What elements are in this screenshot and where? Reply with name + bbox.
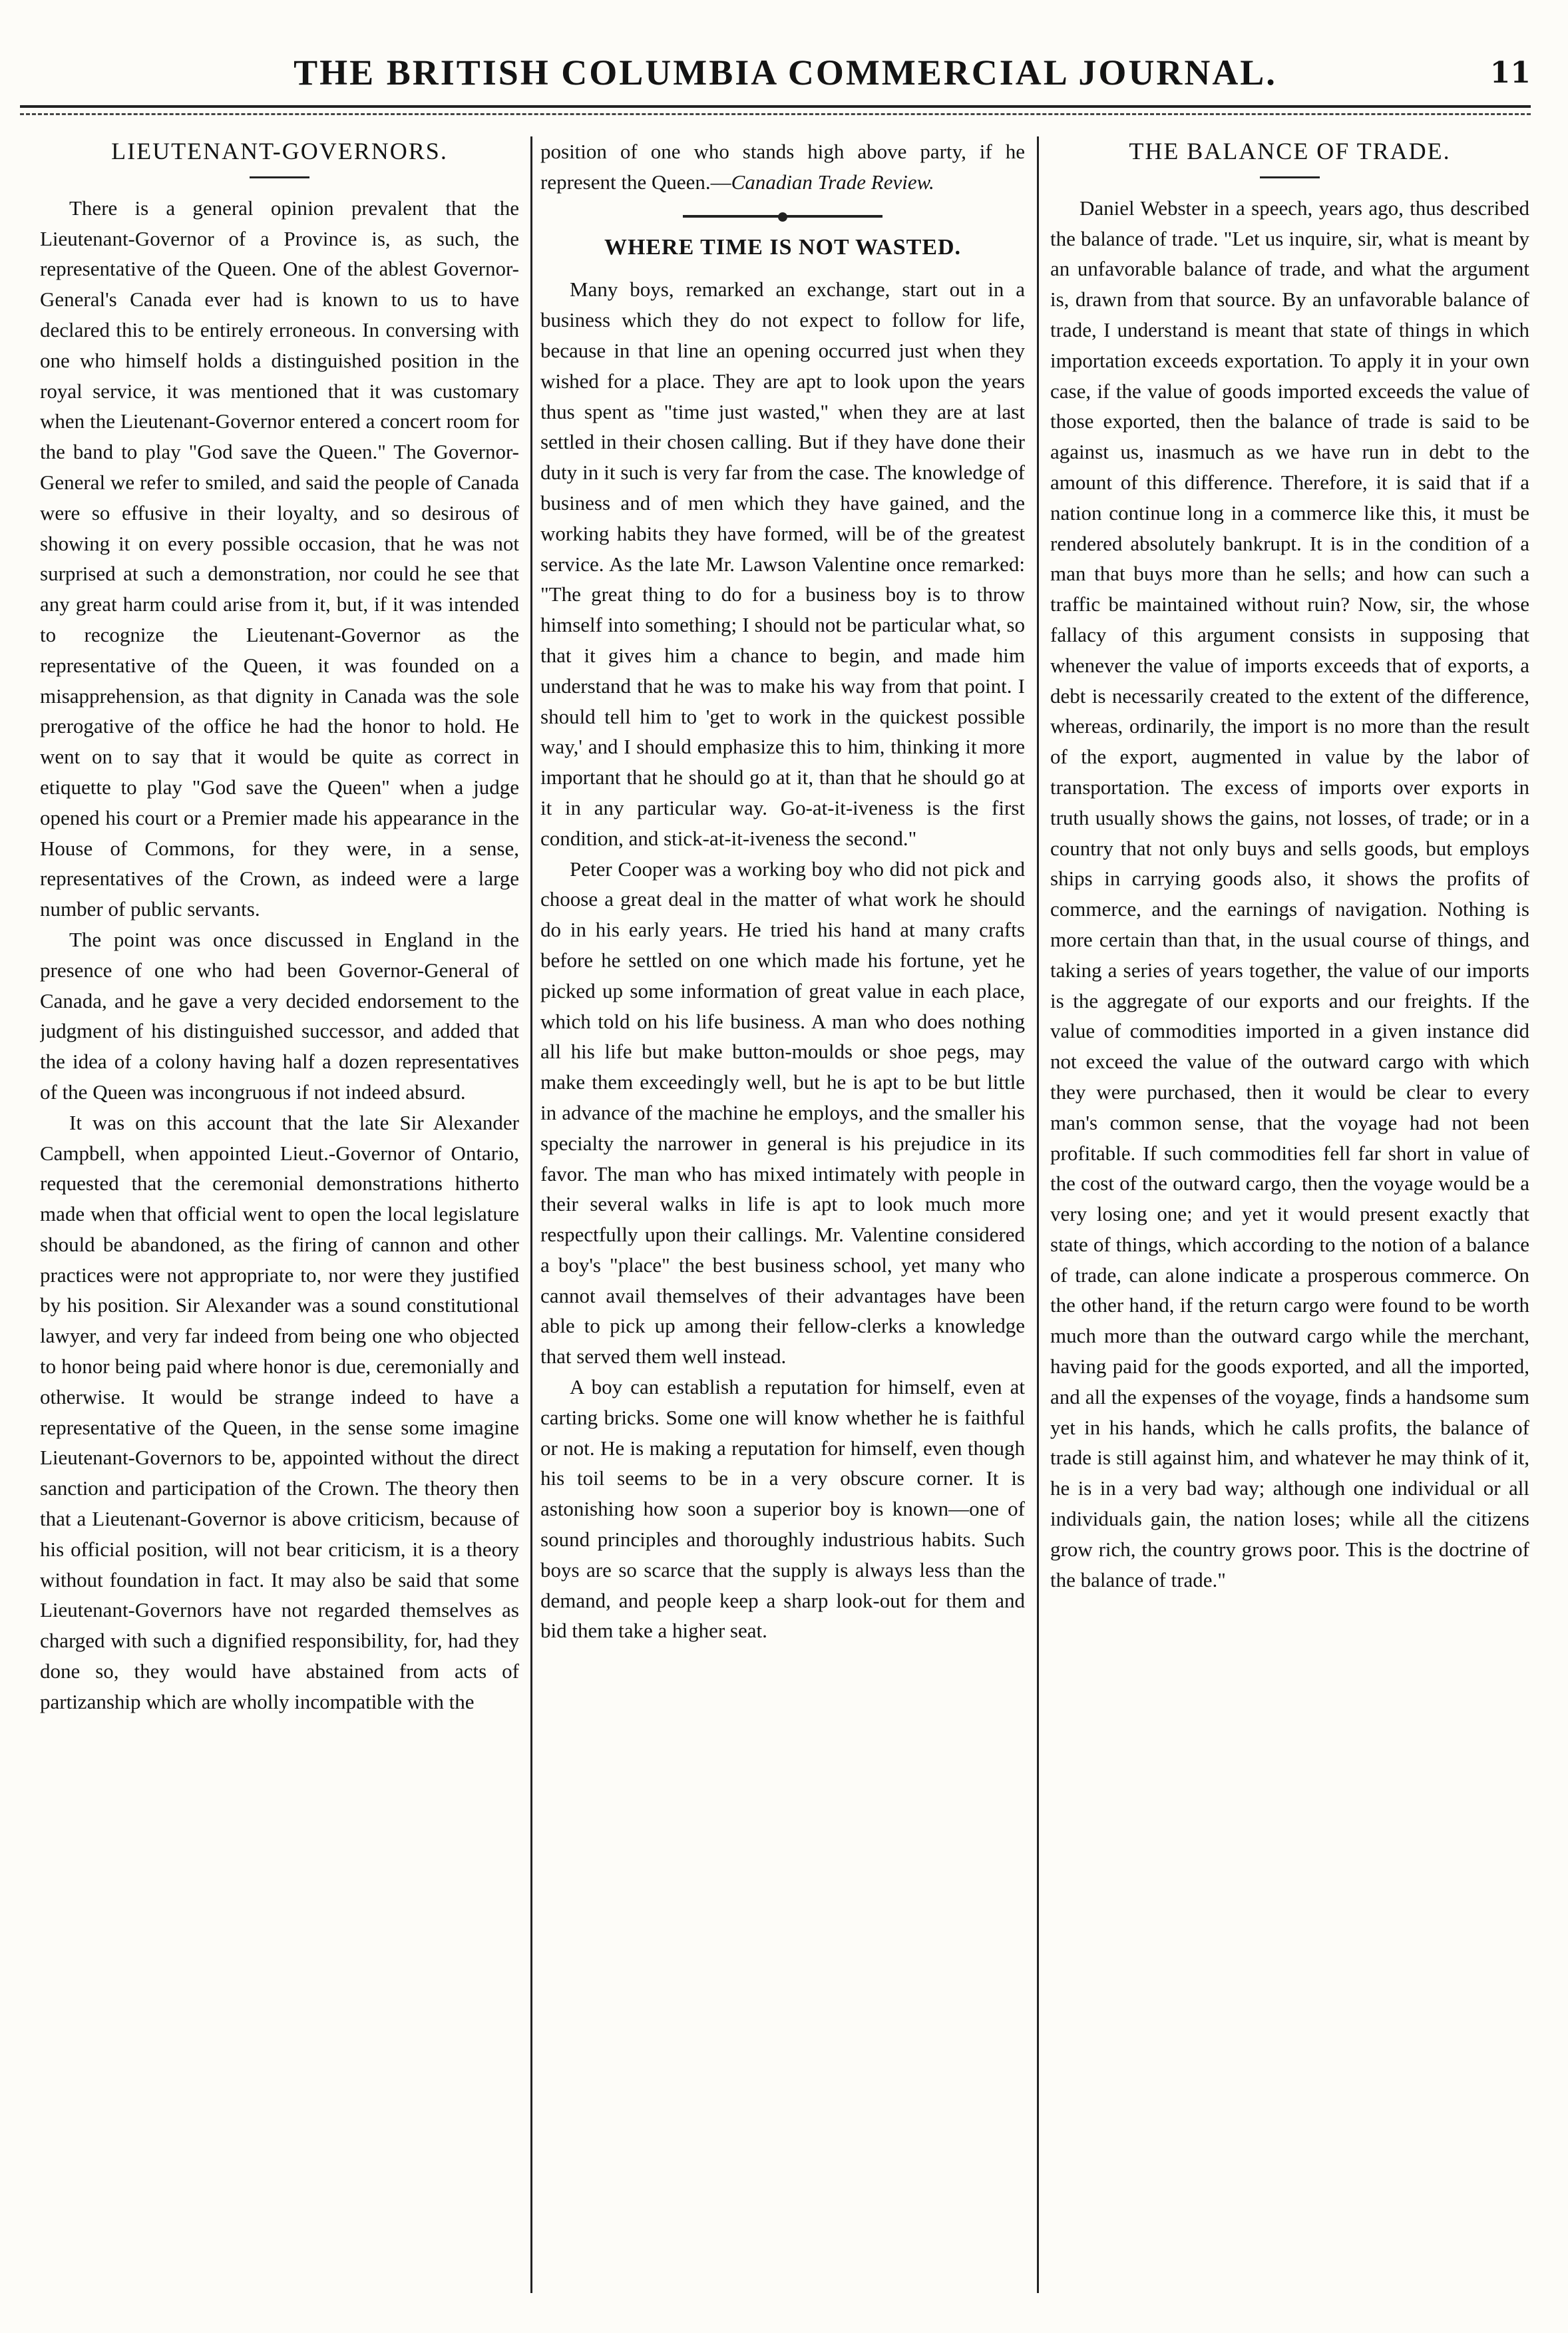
masthead-rule-dashed: [20, 113, 1531, 115]
article-continuation: [540, 136, 1025, 198]
article-paragraph: A boy can establish a reputation for himself, even at carting bricks. Some one will know whether he is faithful or not. He is making a reputation for himself, even though his toil seems to be in a very obscure corner. It is astonishing how soon a superior boy is known—one of sound principles and thoroughly industrious habits. Such boys are so scarce that the supply is always less than the demand, and people keep a sharp look-out for them and bid them take a higher seat.: [540, 1375, 1025, 1643]
article-paragraph: There is a general opinion prevalent that the Lieutenant-Governor of a Province is, as such, the representative of the Queen. One of the ablest Governor-General's Canada ever had is known to us to have declared this to be entirely erroneous. In conversing with one who himself holds a distinguished position in the royal service, it was mentioned that it was customary when the Lieutenant-Governor entered a concert room for the band to play "God save the Queen." The Governor-General we refer to smiled, and said the people of Canada were so effusive in their loyalty, and so desirous of showing it on every possible occasion, that he was not surprised at such a demonstration, nor could he see that any great harm could arise from it, but, if it was intended to recognize the Lieutenant-Governor as the representative of the Queen, it was founded on a misapprehension, as that dignity in Canada was the sole prerogative of the office he had the honor to hold. He went on to say that it would be quite as correct in etiquette to play "God save the Queen" when a judge opened his court or a Premier made his appearance in the House of Commons, for they were, in a sense, representatives of the Crown, as indeed were a large number of public servants.: [40, 196, 519, 921]
article-paragraph: Daniel Webster in a speech, years ago, thus described the balance of trade. "Let us inquire, sir, what is meant by an unfavorable balance of trade, and what the argument is, drawn from that source. By an unfavorable balance of trade, I understand is meant that state of things in which importation exceeds exportation. To apply it in your own case, if the value of goods imported exceeds the value of those exported, then the balance of trade is said to be against us, inasmuch as we have run in debt to the amount of this difference. Therefore, it is said that if a nation continue long in a commerce like this, it must be rendered absolutely bankrupt. It is in the condition of a man that buys more than he sells; and how can such a traffic be maintained without ruin? Now, sir, the whose fallacy of this argument consists in supposing that whenever the value of imports exceeds that of exports, a debt is necessarily created to the extent of the difference, whereas, ordinarily, the import is no more than the result of the export, augmented in value by the labor of transportation. The excess of imports over exports in truth usually shows the gains, not losses, of trade; or in a country that not only buys and sells goods, but employs ships in carrying goods also, it shows the profits of commerce, and the earnings of navigation. Nothing is more certain than that, in the usual course of things, and taking a series of years together, the value of our imports is the aggregate of our exports and our freights. If the value of commodities imported in a given instance did not exceed the value of the outward cargo with which they were purchased, then it would be clear to every man's common sense, that the voyage had not been profitable. If such commodities fell far short in value of the cost of the outward cargo, then the voyage would be a very losing one; and yet it would present exactly that state of things, which according to the notion of a balance of trade, can alone indicate a prosperous commerce. On the other hand, if the return cargo were found to be worth much more than the outward cargo while the merchant, having paid for the goods exported, and all the imported, and all the expenses of the voyage, finds a handsome sum yet in his hands, which he calls profits, the balance of trade is still against him, and whatever he may think of it, he is in a very bad way; although one individual or all individuals gain, the nation loses; while all the citizens grow rich, the country grows poor. This is the doctrine of the balance of trade.": [1050, 196, 1529, 1591]
article-paragraph: The point was once discussed in England in the presence of one who had been Governor-General of Canada, and he gave a very decided endorsement to the judgment of his distinguished successor, and added that the idea of a colony having half a dozen representatives of the Queen was incongruous if not indeed absurd.: [40, 927, 519, 1104]
heading-rule: [250, 176, 309, 178]
masthead: [40, 52, 1531, 112]
column-where-time-is-not-wasted: [540, 136, 1025, 2300]
column-divider: [530, 136, 532, 2293]
column-divider: [1037, 136, 1039, 2293]
article-divider: [683, 215, 882, 218]
continuation-text: position of one who stands high above party, if he represent the Queen.—: [540, 140, 1025, 194]
article-paragraph: It was on this account that the late Sir Alexander Campbell, when appointed Lieut.-Governor of Ontario, requested that the ceremonial demonstrations hitherto made when that official went to open the local legislature should be abandoned, as the firing of cannon and other practices were not appropriate to, nor were they justified by his position. Sir Alexander was a sound constitutional lawyer, and very far indeed from being one who objected to honor being paid where honor is due, ceremonially and otherwise. It would be strange indeed to have a representative of the Queen, in the sense some imagine Lieutenant-Governors to be, appointed without the direct sanction and participation of the Crown. The theory then that a Lieutenant-Governor is above criticism, because of his official position, will not bear criticism, it is a theory without foundation in fact. It may also be said that some Lieutenant-Governors have not regarded themselves as charged with such a dignified responsibility, for, had they done so, they would have abstained from acts of partizanship which are wholly incompatible with the: [40, 1110, 519, 1713]
article-paragraph: Peter Cooper was a working boy who did not pick and choose a great deal in the matter of what work he should do in his early years. He tried his hand at many crafts before he settled on one which made his fortune, yet he picked up some information of great value in each place, which told on his life business. A man who does nothing all his life but make button-moulds or shoe pegs, may make them exceedingly well, but he is apt to be but little in advance of the machine he employs, and the smaller his specialty the narrower in general is his prejudice in its favor. The man who has mixed intimately with people in their several walks in life is apt to look much more respectfully upon their callings. Mr. Valentine considered a boy's "place" the best business school, yet many who cannot avail themselves of their advantages have been able to pick up among their fellow-clerks a knowledge that served them well instead.: [540, 857, 1025, 1369]
masthead-rule: [20, 105, 1531, 108]
article-heading: WHERE TIME IS NOT WASTED.: [604, 234, 962, 260]
column-lieutenant-governors: [40, 136, 519, 2300]
article-paragraph: Many boys, remarked an exchange, start out in a business which they do not expect to follow for life, because in that line an opening occurred just when they wished for a place. They are apt to look upon the years thus spent as "time just wasted," when they are at last settled in their chosen calling. But if they have done their duty in it such is very far from the case. The knowledge of business and of men which they have gained, and the working habits they have formed, will be of the greatest service. As the late Mr. Lawson Valentine once remarked: "The great thing to do for a business boy is to throw himself into something; I should not be particular what, so that it gives him a chance to begin, and made him understand that he was to make his way from that point. I should tell him to 'get to work in the quickest possible way,' and I should emphasize this to him, thinking it more important that he should go at it, than that he should go at it in any particular way. Go-at-it-iveness is the first condition, and stick-at-it-iveness the second.": [540, 278, 1025, 850]
article-heading: THE BALANCE OF TRADE.: [1129, 138, 1451, 164]
column-balance-of-trade: [1050, 136, 1529, 2300]
heading-rule: [1260, 176, 1320, 178]
article-heading: LIEUTENANT-GOVERNORS.: [111, 138, 448, 164]
article-source: Canadian Trade Review.: [731, 170, 934, 194]
page-number: 11: [1489, 56, 1531, 90]
journal-title: THE BRITISH COLUMBIA COMMERCIAL JOURNAL.: [294, 53, 1277, 93]
